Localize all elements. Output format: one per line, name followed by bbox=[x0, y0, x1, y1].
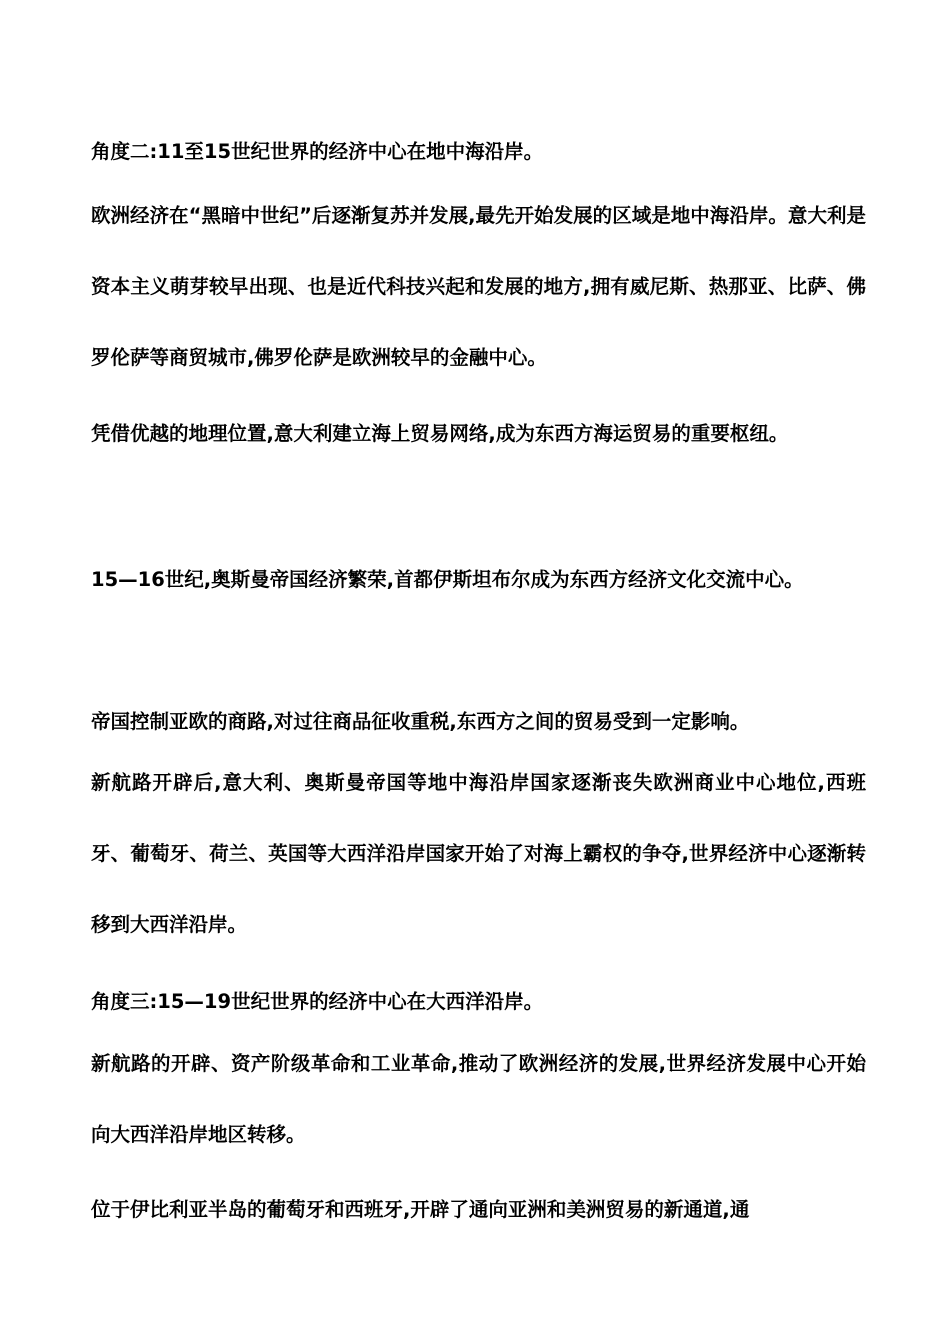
paragraph-italy-mediterranean: 欧洲经济在“黑暗中世纪”后逐渐复苏并发展,最先开始发展的区域是地中海沿岸。意大利是资本主义萌芽较早出现、也是近代科技兴起和发展的地方,拥有威尼斯、热那亚、比萨、佛罗伦萨等商贸城市,佛罗伦萨是欧洲较早的金融中心。 bbox=[91, 204, 866, 369]
paragraph-trade-hub: 凭借优越的地理位置,意大利建立海上贸易网络,成为东西方海运贸易的重要枢纽。 bbox=[91, 422, 789, 445]
paragraph-trade-routes: 帝国控制亚欧的商路,对过往商品征收重税,东西方之间的贸易受到一定影响。 bbox=[91, 710, 750, 733]
paragraph-iberian-peninsula: 位于伊比利亚半岛的葡萄牙和西班牙,开辟了通向亚洲和美洲贸易的新通道,通 bbox=[91, 1198, 750, 1221]
heading-angle-three: 角度三:15—19世纪世界的经济中心在大西洋沿岸。 bbox=[91, 990, 544, 1013]
paragraph-revolutions: 新航路的开辟、资产阶级革命和工业革命,推动了欧洲经济的发展,世界经济发展中心开始向大西洋沿岸地区转移。 bbox=[91, 1052, 866, 1146]
paragraph-ottoman-empire: 15—16世纪,奥斯曼帝国经济繁荣,首都伊斯坦布尔成为东西方经济文化交流中心。 bbox=[91, 568, 804, 591]
heading-angle-two: 角度二:11至15世纪世界的经济中心在地中海沿岸。 bbox=[91, 140, 544, 163]
paragraph-new-sea-routes: 新航路开辟后,意大利、奥斯曼帝国等地中海沿岸国家逐渐丧失欧洲商业中心地位,西班牙、葡萄牙、荷兰、英国等大西洋沿岸国家开始了对海上霸权的争夺,世界经济中心逐渐转移到大西洋沿岸。 bbox=[91, 771, 866, 936]
